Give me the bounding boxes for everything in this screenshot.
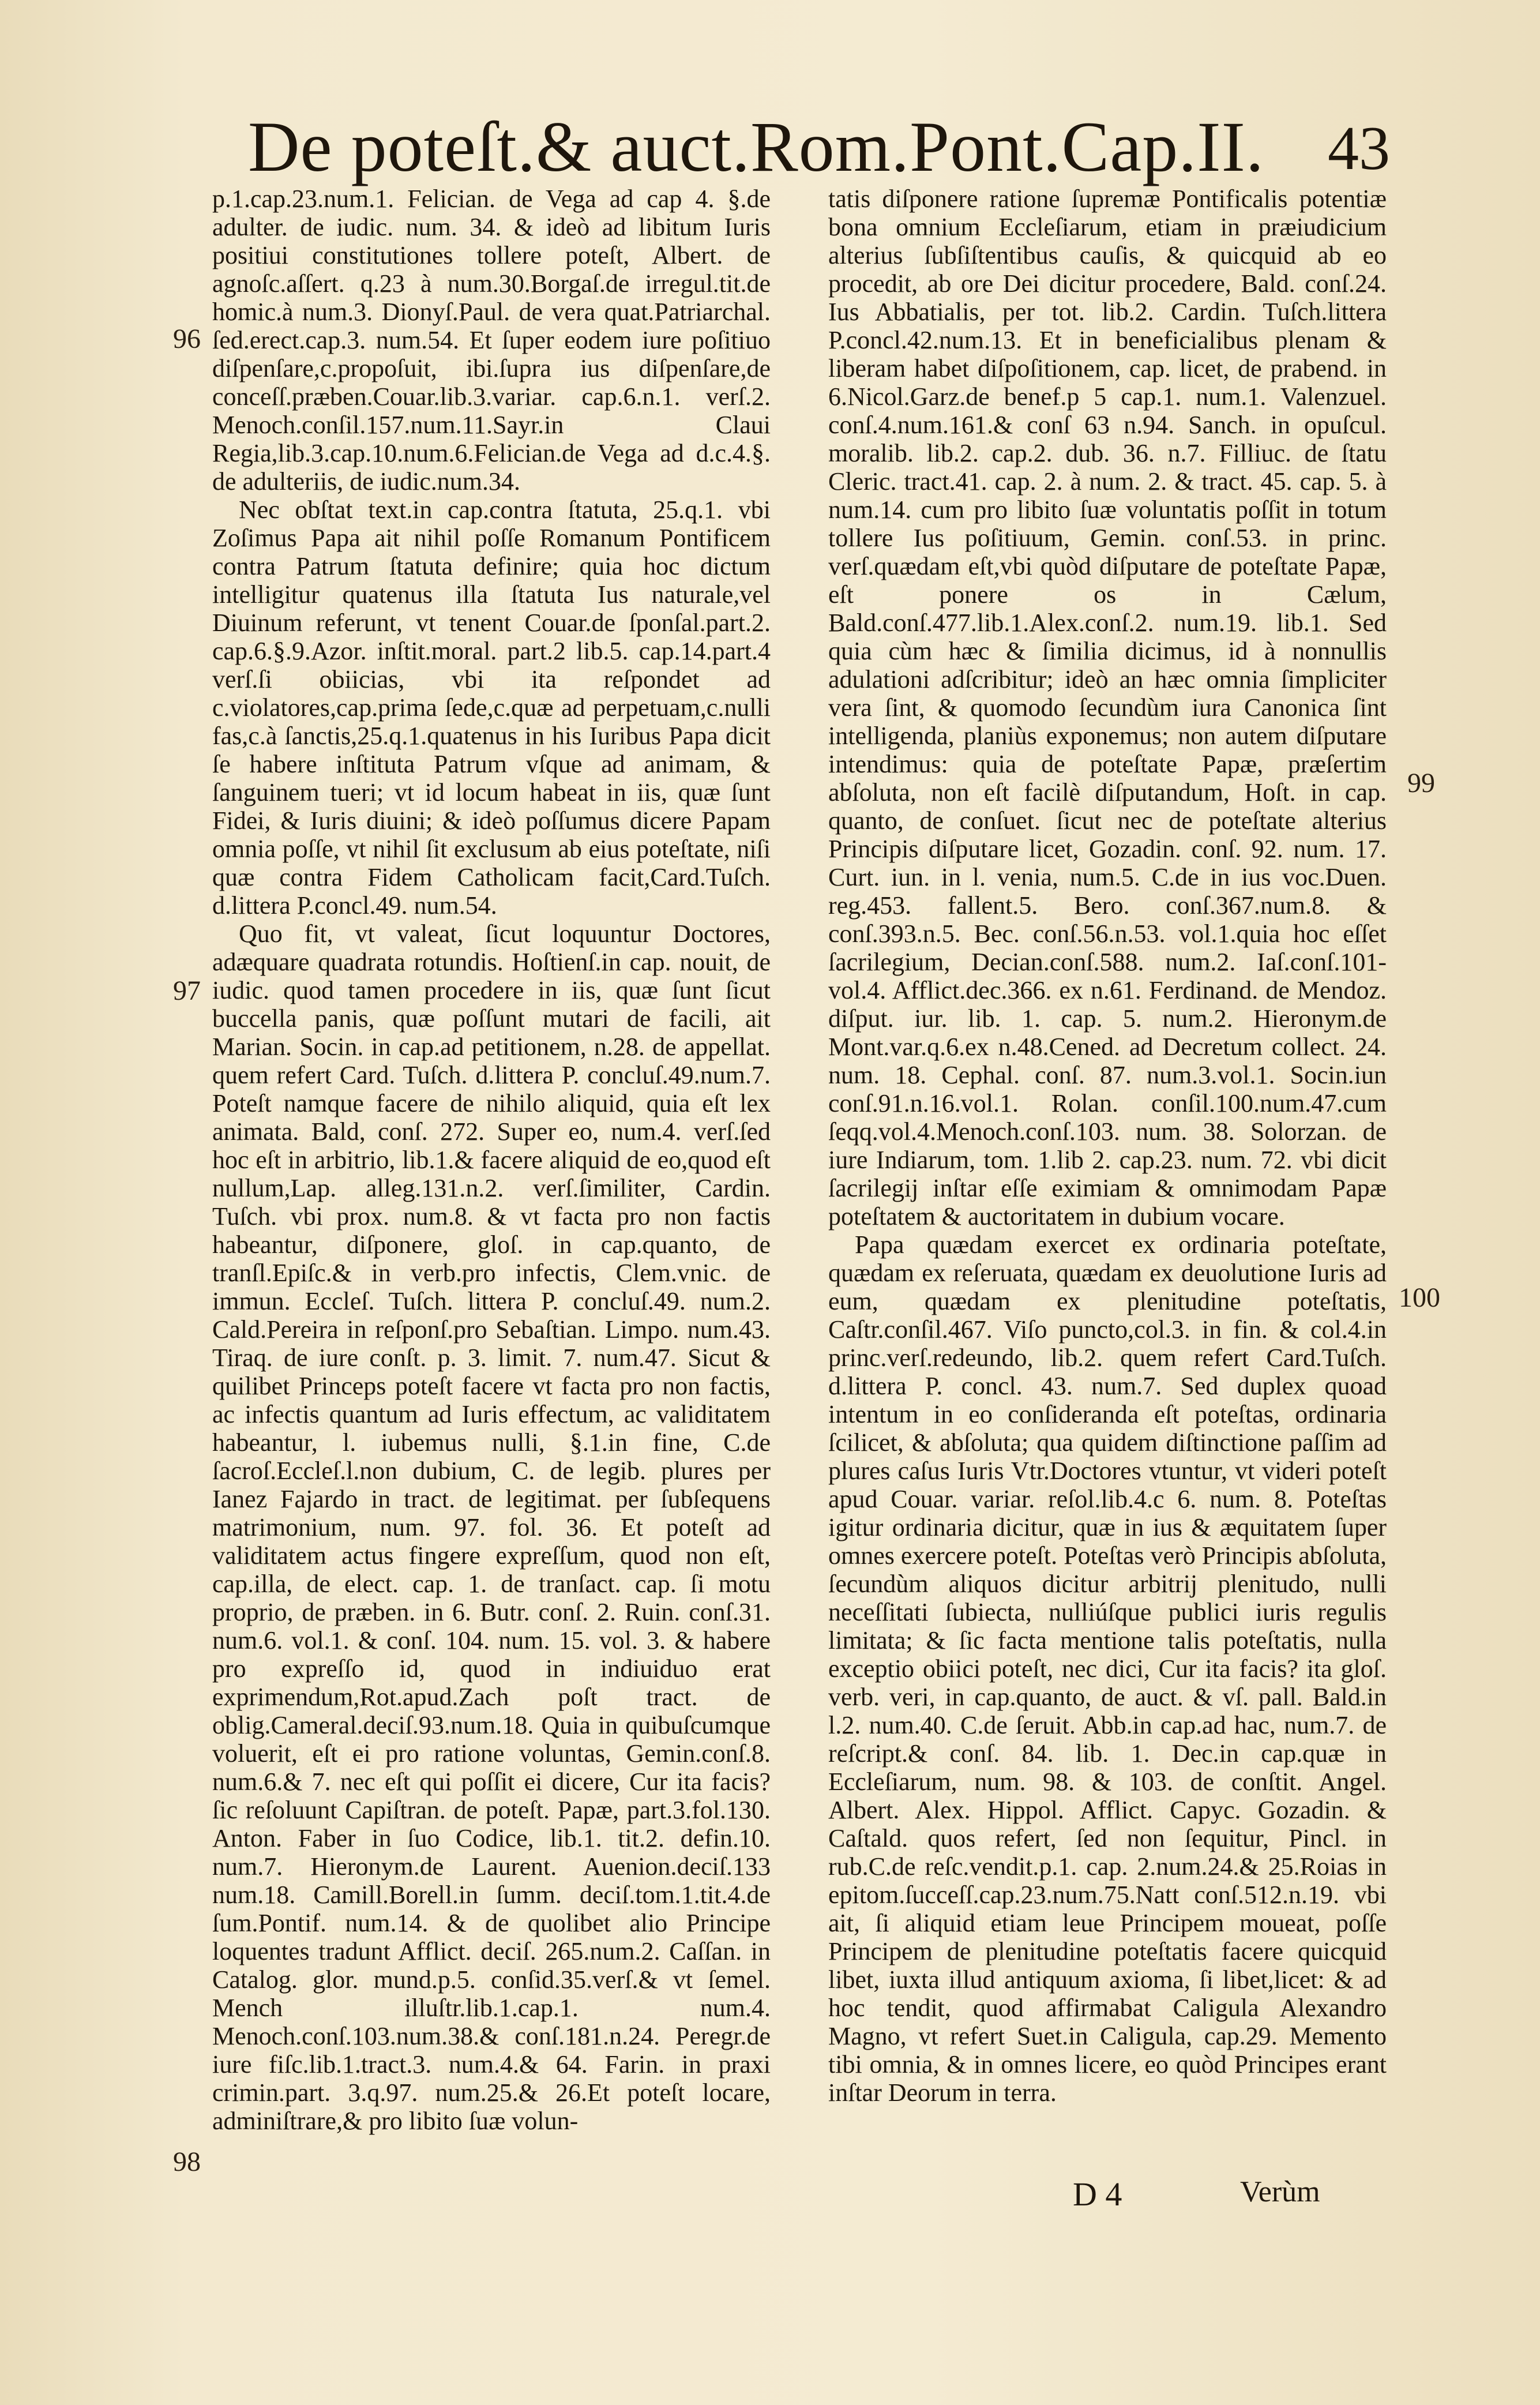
- right-paragraph: Papa quædam exercet ex ordinaria poteſtate, quædam ex reſeruata, quædam ex deuolutione Iuris ad eum, quædam ex plenitudine poteſtatis, Caſtr.conſil.467. Viſo puncto,col.3. in fin. & col.4.in princ.verſ.redeundo, lib.2. quem refert Card.Tuſch. d.littera P. concl. 43. num.7. Sed duplex quoad intentum in eo conſideranda eſt poteſtas, ordinaria ſcilicet, & abſoluta; qua quidem diſtinctione paſſim ad plures caſus Iuris Vtr.Doctores vtuntur, vt videri poteſt apud Couar. variar. reſol.lib.4.c 6. num. 8. Poteſtas igitur ordinaria dicitur, quæ in ius & æquitatem ſuper omnes exercere poteſt. Poteſtas verò Principis abſoluta, ſecundùm aliquos dicitur arbitrij plenitudo, nulli neceſſitati ſubiecta, nulliúſque publici iuris regulis limitata; & ſic facta mentione talis poteſtatis, nulla exceptio obiici poteſt, nec dici, Cur ita facis? ita gloſ. verb. veri, in cap.quanto, de auct. & vſ. pall. Bald.in l.2. num.40. C.de ſeruit. Abb.in cap.ad hac, num.7. de reſcript.& conſ. 84. lib. 1. Dec.in cap.quæ in Eccleſiarum, num. 98. & 103. de conſtit. Angel. Albert. Alex. Hippol. Afflict. Capyc. Gozadin. & Caſtald. quos refert, ſed non ſequitur, Pincl. in rub.C.de reſc.vendit.p.1. cap. 2.num.24.& 25.Roias in epitom.ſucceſſ.cap.23.num.75.Natt conſ.512.n.19. vbi ait, ſi aliquid etiam leue Principem moueat, poſſe Principem de plenitudine poteſtatis facere quicquid libet, iuxta illud antiquum axioma, ſi libet,licet: & ad hoc tendit, quod affirmabat Caligula Alexandro Magno, vt refert Suet.in Caligula, cap.29. Memento tibi omnia, & in omnes licere, eo quòd Principes erant inſtar Deorum in terra.: [828, 1230, 1387, 2107]
- margin-number: 98: [173, 2147, 201, 2177]
- left-column: [212, 185, 771, 2135]
- right-column: [828, 185, 1387, 2107]
- left-paragraph: Quo fit, vt valeat, ſicut loquuntur Doctores, adæquare quadrata rotundis. Hoſtienſ.in cap. nouit, de iudic. quod tamen procedere in iis, quæ ſunt ſicut buccella panis, quæ poſſunt mutari de facili, ait Marian. Socin. in cap.ad petitionem, n.28. de appellat. quem refert Card. Tuſch. d.littera P. concluſ.49.num.7. Poteſt namque facere de nihilo aliquid, quia eſt lex animata. Bald, conſ. 272. Super eo, num.4. verſ.ſed hoc eſt in arbitrio, lib.1.& facere aliquid de eo,quod eſt nullum,Lap. alleg.131.n.2. verſ.ſimiliter, Cardin. Tuſch. vbi prox. num.8. & vt facta pro non factis habeantur, diſponere, gloſ. in cap.quanto, de tranſl.Epiſc.& in verb.pro infectis, Clem.vnic. de immun. Eccleſ. Tuſch. littera P. concluſ.49. num.2. Cald.Pereira in reſponſ.pro Sebaſtian. Limpo. num.43. Tiraq. de iure conſt. p. 3. limit. 7. num.47. Sicut & quilibet Princeps poteſt facere vt facta pro non factis, ac infectis quantum ad Iuris effectum, ac validitatem habeantur, l. iubemus nulli, §.1.in fine, C.de ſacroſ.Eccleſ.l.non dubium, C. de legib. plures per Ianez Fajardo in tract. de legitimat. per ſubſequens matrimonium, num. 97. fol. 36. Et poteſt ad validitatem actus fingere expreſſum, quod non eſt, cap.illa, de elect. cap. 1. de tranſact. cap. ſi motu proprio, de præben. in 6. Butr. conſ. 2. Ruin. conſ.31. num.6. vol.1. & conſ. 104. num. 15. vol. 3. & habere pro expreſſo id, quod in indiuiduo erat exprimendum,Rot.apud.Zach poſt tract. de oblig.Cameral.deciſ.93.num.18. Quia in quibuſcumque voluerit, eſt ei pro ratione voluntas, Gemin.conſ.8. num.6.& 7. nec eſt qui poſſit ei dicere, Cur ita facis? ſic reſoluunt Capiſtran. de poteſt. Papæ, part.3.fol.130. Anton. Faber in ſuo Codice, lib.1. tit.2. defin.10. num.7. Hieronym.de Laurent. Auenion.deciſ.133 num.18. Camill.Borell.in ſumm. deciſ.tom.1.tit.4.de ſum.Pontif. num.14. & de quolibet alio Principe loquentes tradunt Afflict. deciſ. 265.num.2. Caſſan. in Catalog. glor. mund.p.5. conſid.35.verſ.& vt ſemel. Mench illuſtr.lib.1.cap.1. num.4. Menoch.conſ.103.num.38.& conſ.181.n.24. Peregr.de iure fiſc.lib.1.tract.3. num.4.& 64. Farin. in praxi crimin.part. 3.q.97. num.25.& 26.Et poteſt locare, adminiſtrare,& pro libito ſuæ volun-: [212, 920, 771, 2135]
- left-paragraph: Nec obſtat text.in cap.contra ſtatuta, 25.q.1. vbi Zoſimus Papa ait nihil poſſe Romanum Pontificem contra Patrum ſtatuta definire; quia hoc dictum intelligitur quatenus illa ſtatuta Ius naturale,vel Diuinum referunt, vt tenent Couar.de ſponſal.part.2. cap.6.§.9.Azor. inſtit.moral. part.2 lib.5. cap.14.part.4 verſ.ſi obiicias, vbi ita reſpondet ad c.violatores,cap.prima ſede,c.quæ ad perpetuam,c.nulli fas,c.à ſanctis,25.q.1.quatenus in his Iuribus Papa dicit ſe habere inſtituta Patrum vſque ad animam, & ſanguinem tueri; vt id locum habeat in iis, quæ ſunt Fidei, & Iuris diuini; & ideò poſſumus dicere Papam omnia poſſe, vt nihil ſit exclusum ab eius poteſtate, niſi quæ contra Fidem Catholicam facit,Card.Tuſch. d.littera P.concl.49. num.54.: [212, 496, 771, 920]
- margin-number: 99: [1407, 768, 1435, 798]
- margin-number: 96: [173, 324, 201, 354]
- margin-number: 100: [1399, 1282, 1440, 1313]
- running-title: De poteſt.& auct.Rom.Pont.Cap.II.: [248, 107, 1264, 186]
- right-paragraph: tatis diſponere ratione ſupremæ Pontificalis potentiæ bona omnium Eccleſiarum, etiam in præiudicium alterius ſubſiſtentibus cauſis, & quicquid ab eo procedit, ab ore Dei dicitur procedere, Bald. conſ.24. Ius Abbatialis, per tot. lib.2. Cardin. Tuſch.littera P.concl.42.num.13. Et in beneficialibus plenam & liberam habet diſpoſitionem, cap. licet, de prabend. in 6.Nicol.Garz.de benef.p 5 cap.1. num.1. Valenzuel. conſ.4.num.161.& conſ 63 n.94. Sanch. in opuſcul. moralib. lib.2. cap.2. dub. 36. n.7. Filliuc. de ſtatu Cleric. tract.41. cap. 2. à num. 2. & tract. 45. cap. 5. à num.14. cum pro libito ſuæ voluntatis poſſit in totum tollere Ius poſitiuum, Gemin. conſ.53. in princ. verſ.quædam eſt,vbi quòd diſputare de poteſtate Papæ, eſt ponere os in Cælum, Bald.conſ.477.lib.1.Alex.conſ.2. num.19. lib.1. Sed quia cùm hæc & ſimilia dicimus, id à nonnullis adulationi adſcribitur; ideò an hæc omnia ſimpliciter vera ſint, & quomodo ſecundùm iura Canonica ſint intelligenda, planiùs exponemus; non autem diſputare intendimus: quia de poteſtate Papæ, præſertim abſoluta, non eſt facilè diſputandum, Hoſt. in cap. quanto, de conſuet. ſicut nec de poteſtate alterius Principis diſputare licet, Gozadin. conſ. 92. num. 17. Curt. iun. in l. venia, num.5. C.de in ius voc.Duen. reg.453. fallent.5. Bero. conſ.367.num.8. & conſ.393.n.5. Bec. conſ.56.n.53. vol.1.quia hoc eſſet ſacrilegium, Decian.conſ.588. num.2. Iaſ.conſ.101-vol.4. Afflict.dec.366. ex n.61. Ferdinand. de Mendoz. diſput. iur. lib. 1. cap. 5. num.2. Hieronym.de Mont.var.q.6.ex n.48.Cened. ad Decretum collect. 24. num. 18. Cephal. conſ. 87. num.3.vol.1. Socin.iun conſ.91.n.16.vol.1. Rolan. conſil.100.num.47.cum ſeqq.vol.4.Menoch.conſ.103. num. 38. Solorzan. de iure Indiarum, tom. 1.lib 2. cap.23. num. 72. vbi dicit ſacrilegij inſtar eſſe eximiam & omnimodam Papæ poteſtatem & auctoritatem in dubium vocare.: [828, 185, 1387, 1230]
- catchword: Verùm: [1240, 2175, 1320, 2208]
- left-paragraph: p.1.cap.23.num.1. Felician. de Vega ad cap 4. §.de adulter. de iudic. num. 34. & ideò ad libitum Iuris positiui constitutiones tollere poteſt, Albert. de agnoſc.aſſert. q.23 à num.30.Borgaſ.de irregul.tit.de homic.à num.3. Dionyſ.Paul. de vera quat.Patriarchal. ſed.erect.cap.3. num.54. Et ſuper eodem iure poſitiuo diſpenſare,c.propoſuit, ibi.ſupra ius diſpenſare,de conceſſ.præben.Couar.lib.3.variar. cap.6.n.1. verſ.2. Menoch.conſil.157.num.11.Sayr.in Claui Regia,lib.3.cap.10.num.6.Felician.de Vega ad d.c.4.§. de adulteriis, de iudic.num.34.: [212, 185, 771, 496]
- margin-number: 97: [173, 975, 201, 1006]
- signature-mark: D 4: [1073, 2175, 1122, 2213]
- page-number: 43: [1328, 114, 1390, 183]
- page-header: [242, 104, 1396, 196]
